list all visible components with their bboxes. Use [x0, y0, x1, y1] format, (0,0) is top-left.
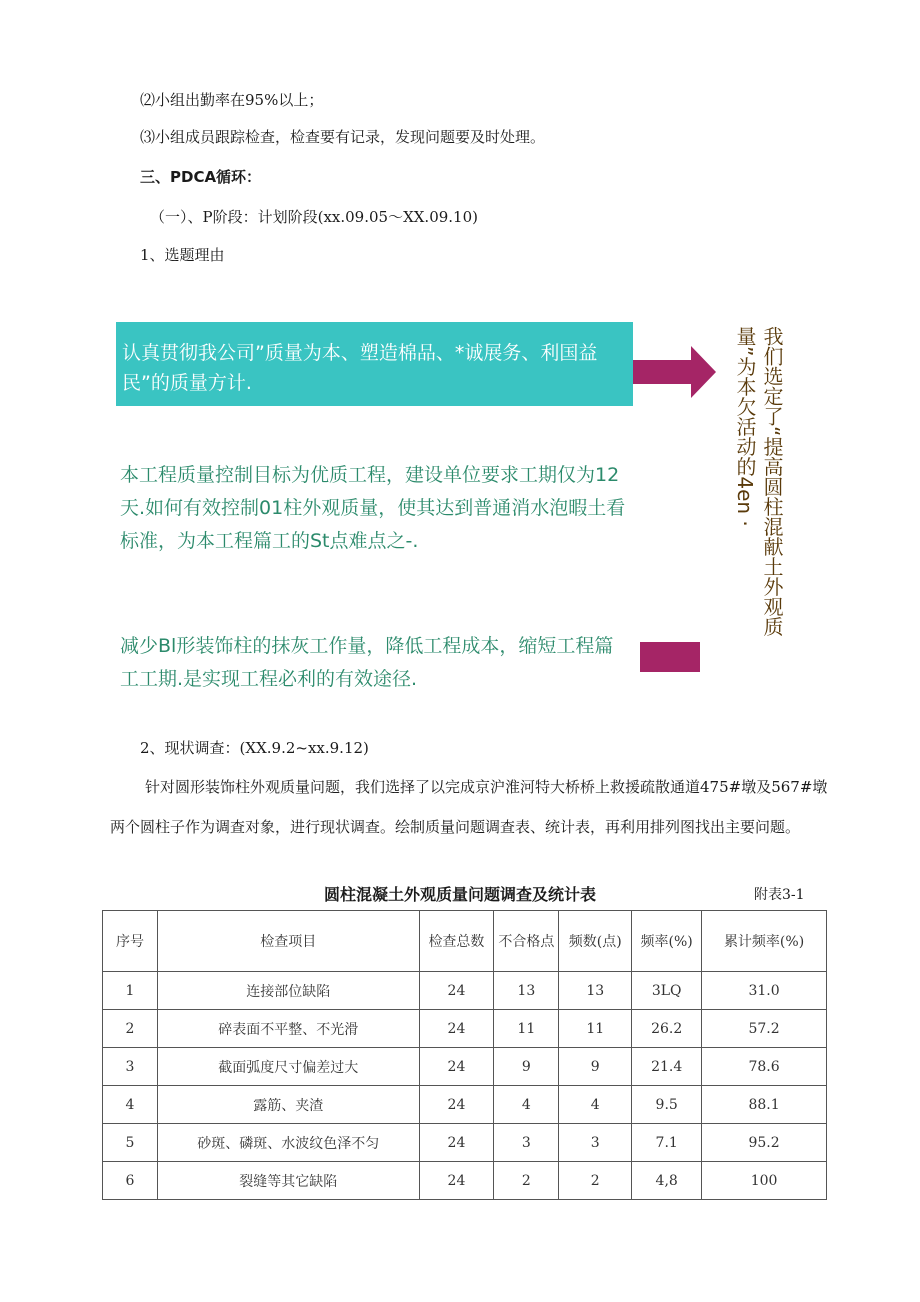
cell: 裂缝等其它缺陷 — [157, 1162, 419, 1200]
cell: 78.6 — [702, 1048, 827, 1086]
cell: 95.2 — [702, 1124, 827, 1162]
header-cell: 检查项目 — [157, 911, 419, 972]
header-cell: 频数(点) — [559, 911, 632, 972]
arrow-right-icon — [633, 346, 716, 398]
cell: 24 — [419, 1048, 494, 1086]
cell: 3 — [559, 1124, 632, 1162]
header-cell: 序号 — [103, 911, 158, 972]
table-row — [103, 972, 827, 1010]
reason-box-policy: 认真贯彻我公司”质量为本、塑造棉品、*诚展务、利国益民”的质量方计. — [116, 322, 633, 406]
cell: 13 — [494, 972, 559, 1010]
cell: 24 — [419, 1124, 494, 1162]
header-cell: 检查总数 — [419, 911, 494, 972]
cell: 88.1 — [702, 1086, 827, 1124]
reason-quality-target: 本工程质量控制目标为优质工程，建设单位要求工期仅为12天.如何有效控制01柱外观质量，使其达到普通消水泡暇土看标准，为本工程篇工的St点难点之-. — [120, 464, 626, 552]
selected-topic-col1: 我们选定了“提高圆柱混献土外观质 — [760, 326, 784, 637]
cell: 2 — [494, 1162, 559, 1200]
cell: 11 — [559, 1010, 632, 1048]
item-tracking: ⑶小组成员跟踪检查，检查要有记录，发现问题要及时处理。 — [140, 128, 546, 146]
table-title: 圆柱混凝土外观质量问题调查及统计表 — [323, 885, 596, 904]
phase-p-heading: （一）、P阶段：计划阶段(xx.09.05～XX.09.10) — [150, 208, 478, 226]
cell: 4 — [559, 1086, 632, 1124]
cell: 4,8 — [632, 1162, 702, 1200]
reason-cost-reduction: 减少Bl形装饰柱的抹灰工作量，降低工程成本，缩短工程篇工工期.是实现工程必利的有效途径. — [120, 635, 614, 690]
cell: 1 — [103, 972, 158, 1010]
cell: 57.2 — [702, 1010, 827, 1048]
survey-heading: 2、现状调查：(XX.9.2~xx.9.12) — [140, 739, 369, 757]
cell: 11 — [494, 1010, 559, 1048]
survey-paragraph: 针对圆形装饰柱外观质量问题，我们选择了以完成京沪淮河特大桥桥上救援疏散通道475#墩及567#墩两个圆柱子作为调查对象，进行现状调查。绘制质量问题调查表、统计表，再利用排列图找出主要问题。 — [110, 778, 828, 836]
cell: 2 — [559, 1162, 632, 1200]
cell: 100 — [702, 1162, 827, 1200]
header-cell: 不合格点 — [494, 911, 559, 972]
quality-stats-table — [102, 910, 827, 1200]
table-row — [103, 1086, 827, 1124]
selected-topic-col2: 量”为本欠活动的4en · — [733, 326, 757, 527]
magenta-bar — [640, 642, 700, 672]
cell: 2 — [103, 1010, 158, 1048]
cell: 6 — [103, 1162, 158, 1200]
cell: 24 — [419, 972, 494, 1010]
header-cell: 频率(%) — [632, 911, 702, 972]
cell: 24 — [419, 1162, 494, 1200]
cell: 31.0 — [702, 972, 827, 1010]
table-row — [103, 1010, 827, 1048]
cell: 9.5 — [632, 1086, 702, 1124]
cell: 24 — [419, 1010, 494, 1048]
table-row — [103, 1124, 827, 1162]
cell: 9 — [559, 1048, 632, 1086]
cell: 21.4 — [632, 1048, 702, 1086]
cell: 砂斑、磷斑、水波纹色泽不匀 — [157, 1124, 419, 1162]
header-cell: 累计频率(%) — [702, 911, 827, 972]
cell: 26.2 — [632, 1010, 702, 1048]
item-attendance: ⑵小组出勤率在95%以上； — [140, 91, 324, 109]
cell: 3 — [103, 1048, 158, 1086]
cell: 4 — [494, 1086, 559, 1124]
cell: 13 — [559, 972, 632, 1010]
cell: 9 — [494, 1048, 559, 1086]
table-header-row — [103, 911, 827, 972]
cell: 碎表面不平整、不光滑 — [157, 1010, 419, 1048]
cell: 5 — [103, 1124, 158, 1162]
table-row — [103, 1162, 827, 1200]
table-row — [103, 1048, 827, 1086]
section-pdca-heading: 三、PDCA循环： — [140, 168, 262, 186]
cell: 截面弧度尺寸偏差过大 — [157, 1048, 419, 1086]
table-note: 附表3-1 — [754, 887, 805, 903]
cell: 露筋、夹渣 — [157, 1086, 419, 1124]
cell: 24 — [419, 1086, 494, 1124]
cell: 连接部位缺陷 — [157, 972, 419, 1010]
cell: 7.1 — [632, 1124, 702, 1162]
cell: 3 — [494, 1124, 559, 1162]
cell: 3LQ — [632, 972, 702, 1010]
cell: 4 — [103, 1086, 158, 1124]
topic-reason-heading: 1、选题理由 — [140, 246, 225, 264]
